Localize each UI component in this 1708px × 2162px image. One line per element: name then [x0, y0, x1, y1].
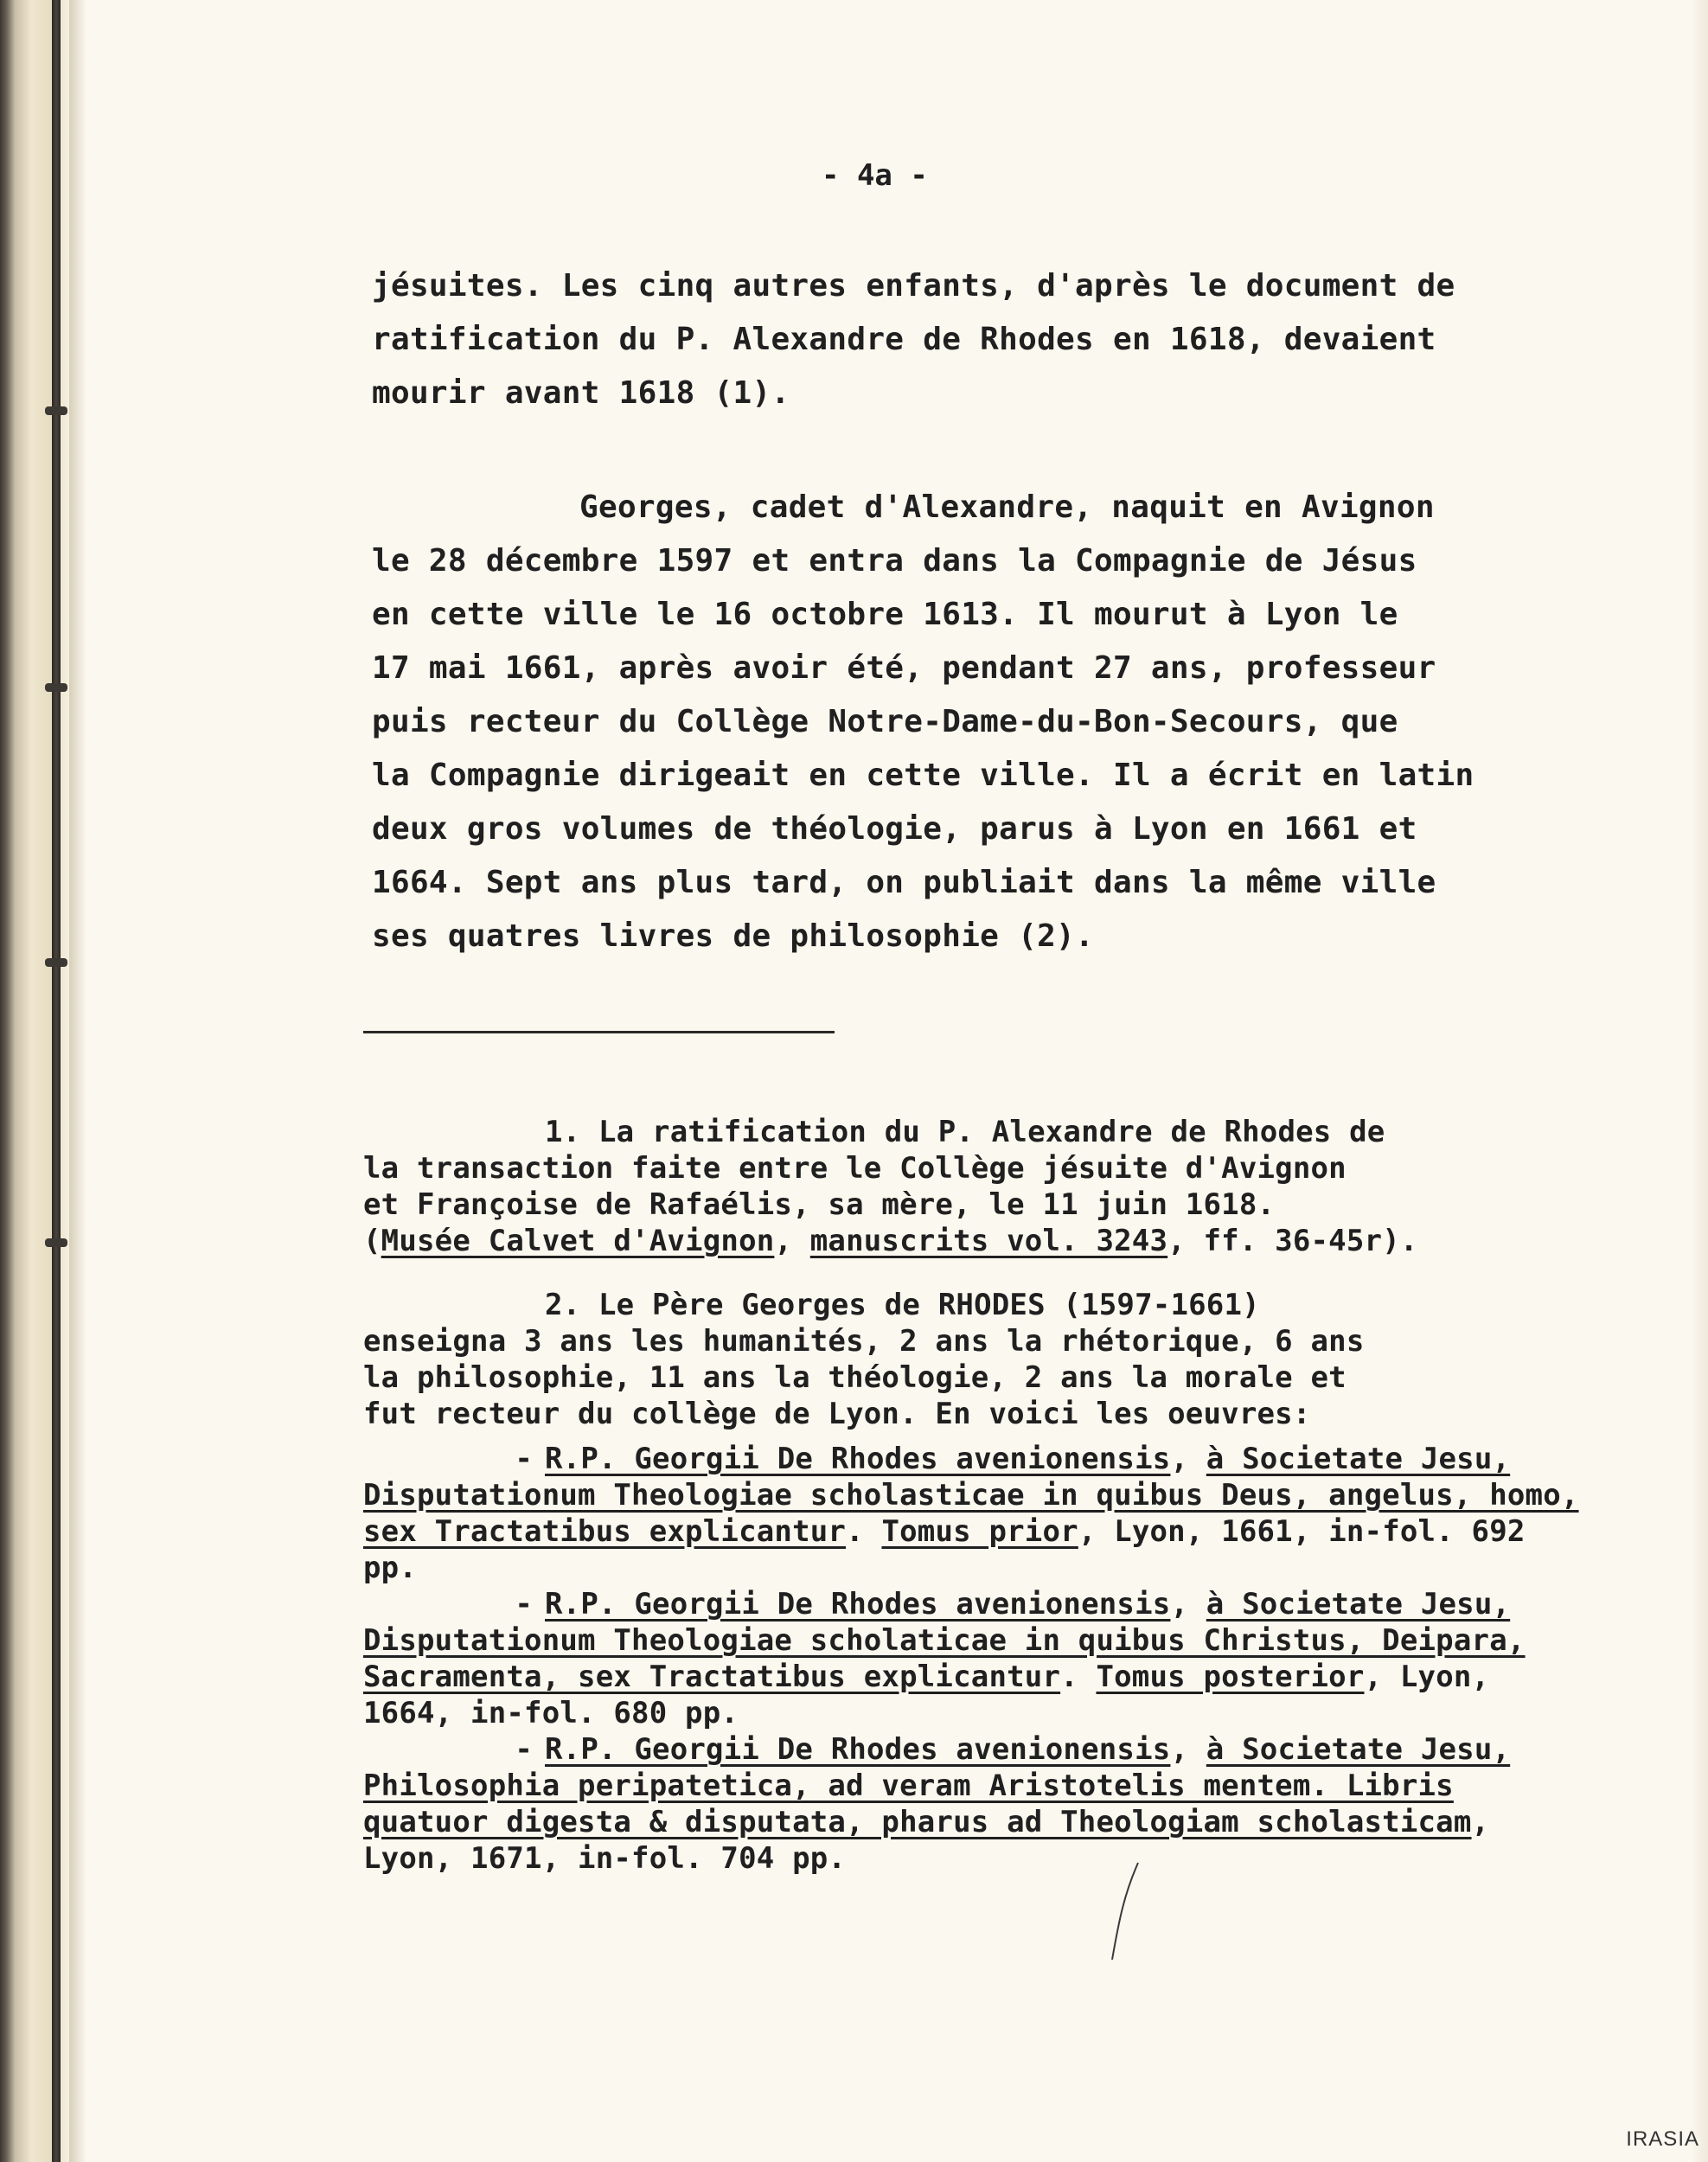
binding-stitch: [45, 958, 67, 967]
work-author: R.P. Georgii De Rhodes avenionensis: [545, 1732, 1171, 1767]
bibliography-entry: - R.P. Georgii De Rhodes avenionensis, à Societate Jesu, Disputationum Theologiae scholaticae in quibus Christus, Deipara, Sacramenta, sex Tractatibus explicantur. Tomus posterior, Lyon, 1664, in-fol. 680 pp.: [363, 1587, 1526, 1730]
footnote-line: la transaction faite entre le Collège jésuite d'Avignon: [363, 1151, 1347, 1186]
text-line: 1664. Sept ans plus tard, on publiait dans la même ville: [372, 865, 1436, 900]
text-line: puis recteur du Collège Notre-Dame-du-Bon-Secours, que: [372, 704, 1398, 739]
text-line: le 28 décembre 1597 et entra dans la Compagnie de Jésus: [372, 543, 1417, 579]
binding-stitch: [45, 406, 67, 415]
footnote-line: enseigna 3 ans les humanités, 2 ans la rhétorique, 6 ans: [363, 1324, 1365, 1359]
source-museum: Musée Calvet d'Avignon: [381, 1224, 775, 1258]
text-line: ses quatres livres de philosophie (2).: [372, 918, 1095, 954]
page-number: - 4a -: [822, 158, 928, 193]
watermark-label: IRASIA: [1626, 2127, 1699, 2151]
work-author: R.P. Georgii De Rhodes avenionensis: [545, 1442, 1171, 1476]
footnote-line: la philosophie, 11 ans la théologie, 2 ans la morale et: [363, 1360, 1347, 1395]
spine-binding: [52, 0, 61, 2162]
footnote-line: et Françoise de Rafaélis, sa mère, le 11 juin 1618.: [363, 1187, 1276, 1222]
footnote-1: [363, 1114, 1591, 1259]
text-line: Georges, cadet d'Alexandre, naquit en Avignon: [579, 489, 1435, 525]
bibliography-entry: - R.P. Georgii De Rhodes avenionensis, à Societate Jesu, Philosophia peripatetica, ad veram Aristotelis mentem. Libris quatuor digesta & disputata, pharus ad Theologiam scholasticam, Lyon, 1671, in-fol. 704 pp.: [363, 1732, 1511, 1876]
text-line: jésuites. Les cinq autres enfants, d'après le document de: [372, 268, 1455, 304]
text-line: ratification du P. Alexandre de Rhodes en 1618, devaient: [372, 322, 1436, 357]
work-volume: Tomus posterior: [1096, 1660, 1365, 1694]
source-manuscript: manuscrits vol. 3243: [809, 1224, 1168, 1258]
footnote-line: 1. La ratification du P. Alexandre de Rhodes de: [545, 1115, 1385, 1149]
work-title: à Societate Jesu, Philosophia peripatetica, ad veram Aristotelis mentem. Libris quatuor digesta & disputata, pharus ad Theologiam scholasticam: [363, 1732, 1511, 1839]
footnote-separator: [363, 1031, 835, 1033]
paragraph-1: [372, 259, 1565, 420]
footnote-line: fut recteur du collège de Lyon. En voici les oeuvres:: [363, 1397, 1311, 1431]
work-title: à Societate Jesu, Disputationum Theologiae scholasticae in quibus Deus, angelus, homo, sex Tractatibus explicantur: [363, 1442, 1579, 1549]
text-line: mourir avant 1618 (1).: [372, 375, 790, 411]
work-volume: Tomus prior: [881, 1514, 1078, 1549]
text-line: deux gros volumes de théologie, parus à Lyon en 1661 et: [372, 811, 1417, 847]
pen-stroke-mark: [1107, 1859, 1142, 1963]
work-title: à Societate Jesu, Disputationum Theologiae scholaticae in quibus Christus, Deipara, Sacramenta, sex Tractatibus explicantur: [363, 1587, 1526, 1694]
page-edge: [1691, 0, 1708, 2162]
footnote-source: (Musée Calvet d'Avignon, manuscrits vol. 3243, ff. 36-45r).: [363, 1224, 1418, 1258]
bibliography-entry: - R.P. Georgii De Rhodes avenionensis, à Societate Jesu, Disputationum Theologiae scholasticae in quibus Deus, angelus, homo, sex Tractatibus explicantur. Tomus prior, Lyon, 1661, in-fol. 692 pp.: [363, 1442, 1579, 1585]
paragraph-2: [372, 481, 1565, 963]
text-line: en cette ville le 16 octobre 1613. Il mourut à Lyon le: [372, 597, 1398, 632]
work-author: R.P. Georgii De Rhodes avenionensis: [545, 1587, 1171, 1622]
text-line: 17 mai 1661, après avoir été, pendant 27 ans, professeur: [372, 650, 1436, 686]
binding-stitch: [45, 1238, 67, 1247]
footnote-2: [363, 1287, 1591, 1877]
footnote-line: 2. Le Père Georges de RHODES (1597-1661): [545, 1288, 1260, 1322]
binding-stitch: [45, 683, 67, 692]
page-gutter: [69, 0, 86, 2162]
text-line: la Compagnie dirigeait en cette ville. Il a écrit en latin: [372, 758, 1475, 793]
